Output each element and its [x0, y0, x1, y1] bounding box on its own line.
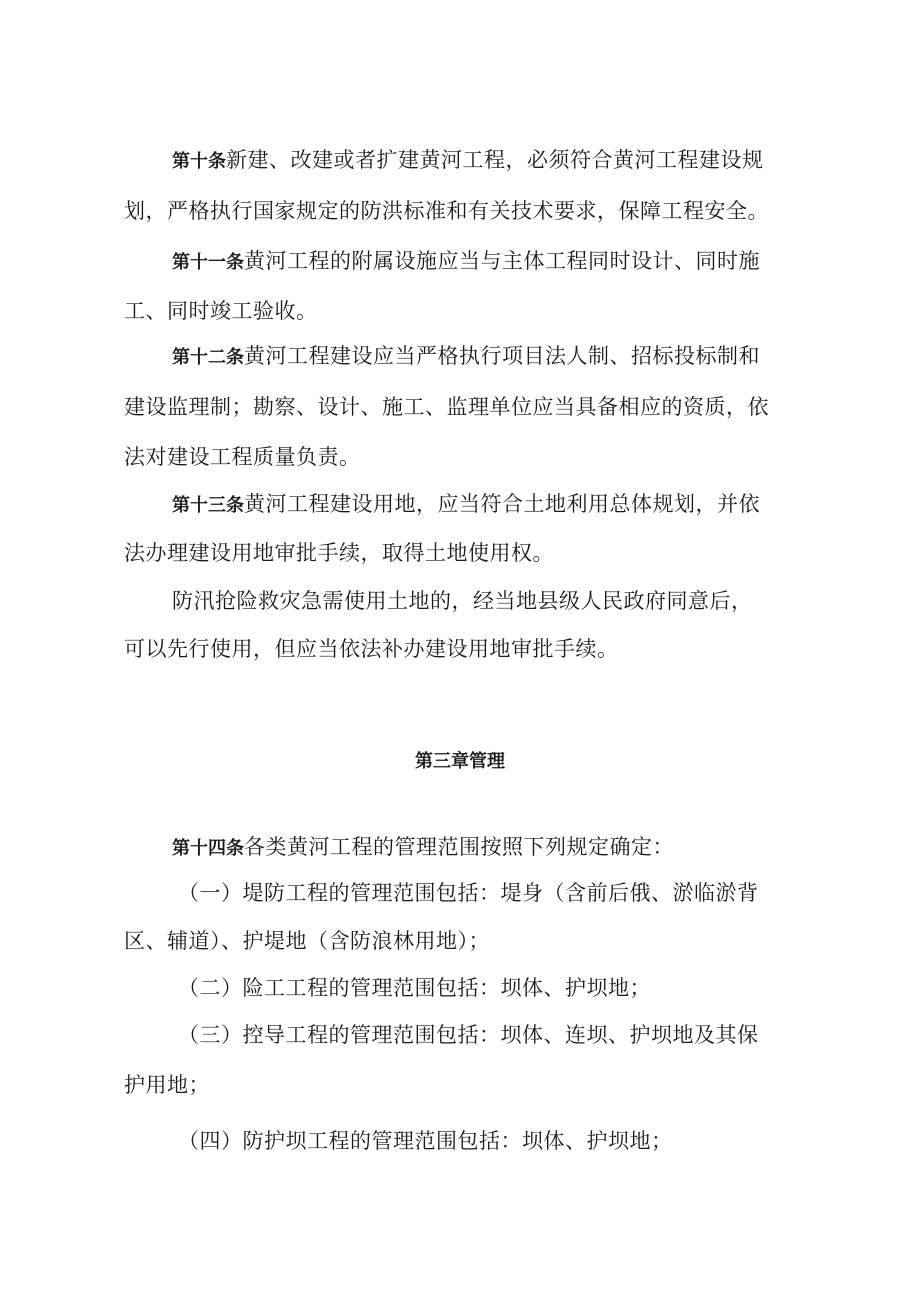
article-13-para-2-line-2: 可以先行使用，但应当依法补办建设用地审批手续。 [124, 637, 619, 661]
article-12-line-1 [0, 341, 920, 373]
article-13-text: 黄河工程建设用地，应当符合土地利用总体规划，并依 [244, 492, 760, 516]
item-1-line-2: 区、辅道）、护堤地（含防浪林用地）； [124, 929, 490, 953]
chapter-heading: 第三章管理 [415, 751, 505, 772]
article-13-para-2-line-1: 防汛抢险救灾急需使用土地的，经当地县级人民政府同意后， [172, 589, 753, 613]
article-13-label: 第十三条 [172, 495, 244, 516]
article-11-line-1 [0, 246, 920, 278]
article-14-line-1 [0, 832, 920, 864]
article-10-label: 第十条 [172, 151, 226, 172]
article-11-line-2: 工、同时竣工验收。 [124, 299, 318, 323]
article-14-text: 各类黄河工程的管理范围按照下列规定确定： [244, 835, 674, 859]
article-13-line-1 [0, 489, 920, 521]
item-3-line-2: 护用地； [124, 1073, 210, 1097]
article-11-label: 第十一条 [172, 252, 244, 273]
item-2-line-1: （二）险工工程的管理范围包括：坝体、护坝地； [178, 976, 651, 1000]
article-12-line-2: 建设监理制；勘察、设计、施工、监理单位应当具备相应的资质，依 [124, 395, 769, 419]
article-10-text: 新建、改建或者扩建黄河工程，必须符合黄河工程建设规 [226, 148, 764, 172]
article-11-text: 黄河工程的附属设施应当与主体工程同时设计、同时施 [244, 249, 760, 273]
article-12-label: 第十二条 [172, 347, 244, 368]
article-14-label: 第十四条 [172, 838, 244, 859]
article-12-text: 黄河工程建设应当严格执行项目法人制、招标投标制和 [244, 344, 760, 368]
article-13-line-2: 法办理建设用地审批手续，取得土地使用权。 [124, 541, 554, 565]
article-12-line-3: 法对建设工程质量负责。 [124, 445, 361, 469]
item-3-line-1: （三）控导工程的管理范围包括：坝体、连坝、护坝地及其保 [178, 1023, 759, 1047]
item-1-line-1: （一）堤防工程的管理范围包括：堤身（含前后俄、淤临淤背 [178, 881, 759, 905]
article-10-line-1 [0, 145, 920, 177]
article-10-line-2: 划，严格执行国家规定的防洪标准和有关技术要求，保障工程安全。 [124, 199, 769, 223]
item-4-line-1: （四）防护坝工程的管理范围包括：坝体、护坝地； [178, 1129, 673, 1153]
